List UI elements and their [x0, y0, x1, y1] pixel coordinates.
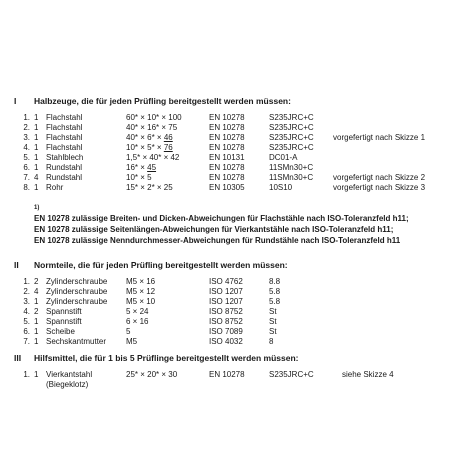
row-dimensions-prefix: 15* × 2* × 25 [126, 183, 173, 192]
row-number: 1. [23, 277, 30, 286]
section-2-row [0, 317, 458, 327]
row-number: 1. [23, 113, 30, 122]
footnote-line: EN 10278 zulässige Breiten- und Dicken-Abweichungen für Flachstähle nach ISO-Toleranzfeld h11; [34, 214, 409, 223]
row-number: 3. [23, 297, 30, 306]
section-2-row [0, 327, 458, 337]
row-dimensions-underlined: 46 [163, 133, 173, 142]
row-quantity: 1 [34, 153, 39, 162]
row-dimensions [126, 163, 156, 173]
row-dimensions-prefix: 10* × 5* × [126, 143, 164, 152]
row-name: Flachstahl [46, 123, 83, 132]
row-number: 7. [23, 337, 30, 346]
row-number: 8. [23, 183, 30, 192]
row-dimensions: M5 [126, 337, 138, 346]
row-standard: ISO 1207 [209, 297, 243, 306]
row-material: 8 [269, 337, 274, 346]
row-dimensions-prefix: 1,5* × 40* × 42 [126, 153, 180, 162]
row-standard: ISO 4762 [209, 277, 243, 286]
section-1-row [0, 183, 458, 193]
section-1-number: I [14, 96, 17, 106]
row-name: Sechskantmutter [46, 337, 107, 346]
row-standard: EN 10278 [209, 113, 245, 122]
row-standard: EN 10278 [209, 370, 245, 379]
row-number: 5. [23, 317, 30, 326]
row-dimensions: 5 × 24 [126, 307, 149, 316]
section-1-row [0, 123, 458, 133]
row-standard: EN 10278 [209, 173, 245, 182]
section-1-title: Halbzeuge, die für jeden Prüfling bereitgestellt werden müssen: [34, 96, 291, 106]
section-1-row [0, 143, 458, 153]
row-number: 7. [23, 173, 30, 182]
row-material: 5.8 [269, 287, 281, 296]
section-2-row [0, 307, 458, 317]
row-material: S235JRC+C [269, 370, 314, 379]
row-name: Stahlblech [46, 153, 84, 162]
row-name: Zylinderschraube [46, 297, 108, 306]
row-number: 4. [23, 307, 30, 316]
row-dimensions: M5 × 10 [126, 297, 156, 306]
row-number: 1. [23, 370, 30, 379]
row-material: St [269, 307, 277, 316]
row-dimensions [126, 173, 152, 183]
section-3-number: III [14, 353, 22, 363]
row-dimensions [126, 113, 182, 123]
row-name: Zylinderschraube [46, 287, 108, 296]
row-name: Vierkantstahl [46, 370, 93, 379]
section-2-title: Normteile, die für jeden Prüfling bereitgestellt werden müssen: [34, 260, 288, 270]
row-dimensions: M5 × 12 [126, 287, 156, 296]
row-standard: ISO 8752 [209, 317, 243, 326]
row-quantity: 1 [34, 337, 39, 346]
row-material: St [269, 327, 277, 336]
row-dimensions: M5 × 16 [126, 277, 156, 286]
row-dimensions [126, 143, 173, 153]
section-3-title: Hilfsmittel, die für 1 bis 5 Prüflinge bereitgestellt werden müssen: [34, 353, 299, 363]
row-material: 8.8 [269, 277, 281, 286]
row-material: 10S10 [269, 183, 293, 192]
row-note: vorgefertigt nach Skizze 1 [333, 133, 426, 142]
section-1-row [0, 163, 458, 173]
row-number: 2. [23, 287, 30, 296]
row-quantity: 1 [34, 123, 39, 132]
row-quantity: 4 [34, 287, 39, 296]
section-2-row [0, 277, 458, 287]
row-standard: EN 10131 [209, 153, 245, 162]
row-name: Spannstift [46, 307, 82, 316]
footnote-line: EN 10278 zulässige Nenndurchmesser-Abweichungen für Rundstähle nach ISO-Toleranzfeld h11 [34, 236, 401, 245]
row-standard: ISO 8752 [209, 307, 243, 316]
footnote-line: EN 10278 zulässige Seitenlängen-Abweichungen für Vierkantstähle nach ISO-Toleranzfeld h11; [34, 225, 394, 234]
row-name: Rundstahl [46, 163, 83, 172]
row-number: 6. [23, 163, 30, 172]
row-number: 6. [23, 327, 30, 336]
row-note: vorgefertigt nach Skizze 3 [333, 183, 426, 192]
row-name: Zylinderschraube [46, 277, 108, 286]
row-name: Spannstift [46, 317, 82, 326]
row-material: S235JRC+C [269, 113, 314, 122]
row-standard: EN 10278 [209, 143, 245, 152]
row-dimensions-prefix: 40* × 6* × [126, 133, 164, 142]
row-name: Flachstahl [46, 143, 83, 152]
footnote-mark: 1) [34, 205, 40, 211]
row-dimensions-prefix: 16* × [126, 163, 148, 172]
section-2-number: II [14, 260, 19, 270]
row-material: St [269, 317, 277, 326]
row-material: S235JRC+C [269, 123, 314, 132]
row-quantity: 2 [34, 277, 39, 286]
row-dimensions: 5 [126, 327, 131, 336]
section-1-row [0, 153, 458, 163]
row-material: S235JRC+C [269, 133, 314, 142]
row-dimensions: 25* × 20* × 30 [126, 370, 178, 379]
row-standard: EN 10278 [209, 163, 245, 172]
row-name: Scheibe [46, 327, 75, 336]
row-number: 2. [23, 123, 30, 132]
row-name: Rundstahl [46, 173, 83, 182]
row-name-continued: (Biegeklotz) [46, 380, 89, 389]
row-dimensions-prefix: 40* × 16* × 75 [126, 123, 178, 132]
row-quantity: 1 [34, 370, 39, 379]
row-standard: EN 10305 [209, 183, 245, 192]
section-2-row [0, 287, 458, 297]
row-quantity: 1 [34, 183, 39, 192]
row-number: 5. [23, 153, 30, 162]
row-quantity: 2 [34, 307, 39, 316]
row-dimensions [126, 133, 173, 143]
row-note: vorgefertigt nach Skizze 2 [333, 173, 426, 182]
section-2-row [0, 297, 458, 307]
row-standard: ISO 7089 [209, 327, 243, 336]
section-1-row [0, 173, 458, 183]
row-material: 5.8 [269, 297, 281, 306]
section-1-row [0, 113, 458, 123]
row-name: Rohr [46, 183, 64, 192]
row-standard: EN 10278 [209, 123, 245, 132]
row-dimensions-underlined: 45 [147, 163, 157, 172]
row-standard: EN 10278 [209, 133, 245, 142]
row-dimensions-underlined: 76 [163, 143, 173, 152]
row-quantity: 1 [34, 327, 39, 336]
row-quantity: 1 [34, 113, 39, 122]
row-quantity: 4 [34, 173, 39, 182]
row-standard: ISO 4032 [209, 337, 243, 346]
row-name: Flachstahl [46, 113, 83, 122]
row-dimensions [126, 153, 179, 163]
row-name: Flachstahl [46, 133, 83, 142]
row-material: 11SMn30+C [269, 173, 314, 182]
section-3-row [0, 370, 458, 380]
row-dimensions-prefix: 60* × 10* × 100 [126, 113, 182, 122]
row-number: 4. [23, 143, 30, 152]
row-quantity: 1 [34, 163, 39, 172]
section-1-row [0, 133, 458, 143]
row-dimensions-prefix: 10* × 5 [126, 173, 152, 182]
row-dimensions: 6 × 16 [126, 317, 149, 326]
row-quantity: 1 [34, 317, 39, 326]
row-quantity: 1 [34, 143, 39, 152]
row-material: 11SMn30+C [269, 163, 314, 172]
section-3-row-continued [0, 380, 458, 390]
row-material: S235JRC+C [269, 143, 314, 152]
row-material: DC01-A [269, 153, 298, 162]
row-number: 3. [23, 133, 30, 142]
row-note: siehe Skizze 4 [342, 370, 394, 379]
row-dimensions [126, 123, 177, 133]
row-dimensions [126, 183, 173, 193]
row-quantity: 1 [34, 297, 39, 306]
row-quantity: 1 [34, 133, 39, 142]
row-standard: ISO 1207 [209, 287, 243, 296]
section-2-row [0, 337, 458, 347]
